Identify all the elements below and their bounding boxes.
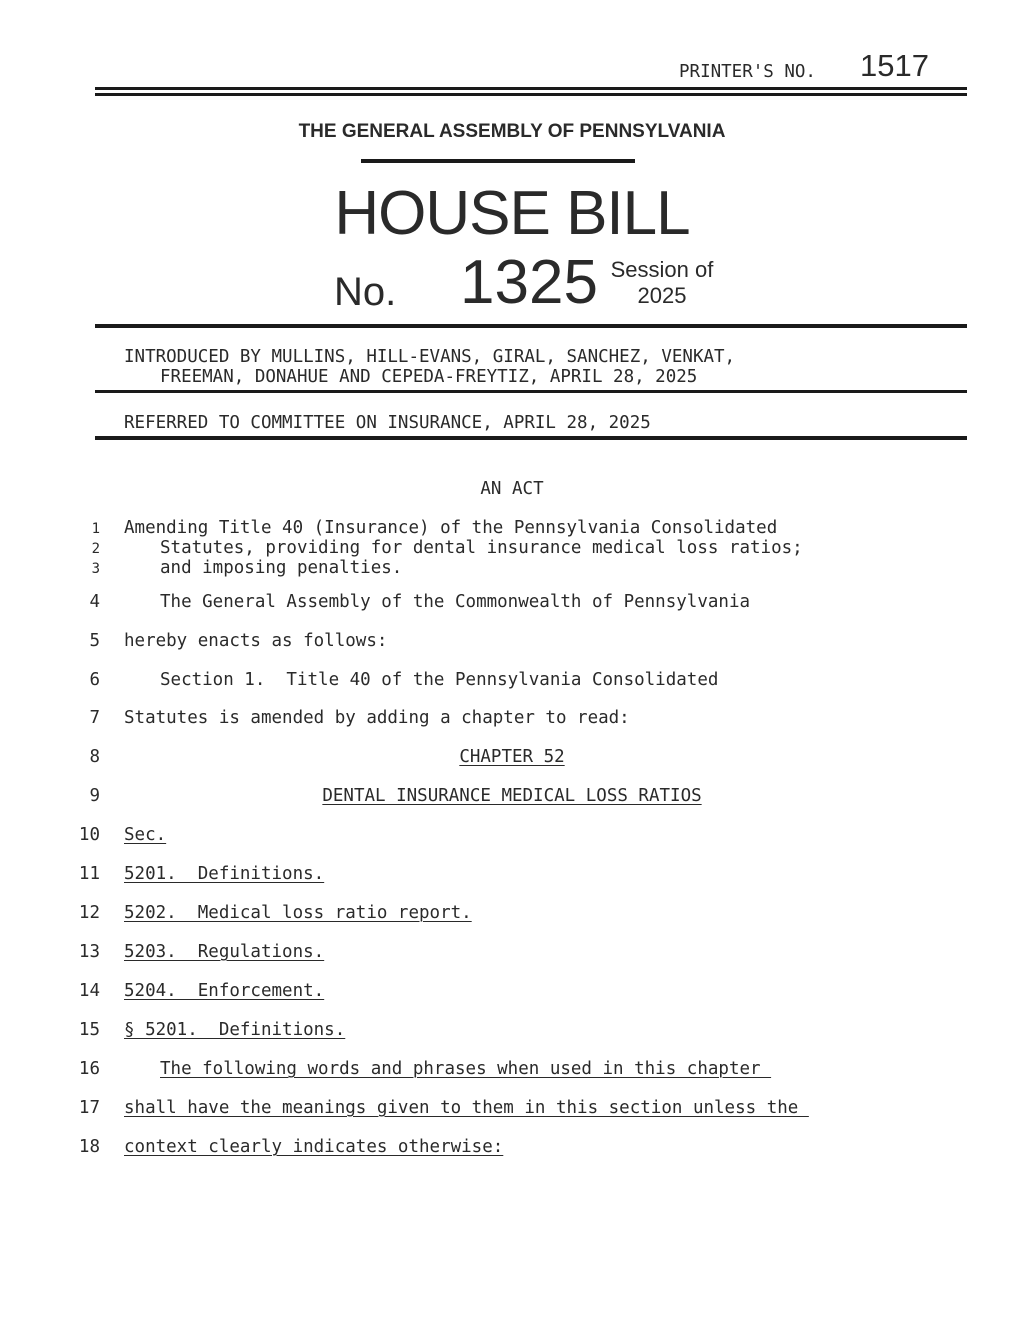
- enacting-clause-cont: hereby enacts as follows:: [124, 631, 388, 651]
- line-number: 14: [78, 981, 100, 1001]
- header-rule-top: [95, 87, 967, 90]
- title-line: Amending Title 40 (Insurance) of the Pennsylvania Consolidated: [124, 518, 778, 538]
- line-number: 9: [89, 786, 100, 806]
- session-label: Session of: [610, 257, 714, 282]
- bill-number: 1325: [460, 248, 598, 317]
- line-number: 7: [89, 708, 100, 728]
- toc-item: 5203. Regulations.: [124, 942, 325, 962]
- bill-no-label: No.: [334, 270, 397, 314]
- sponsors-rule-top: [95, 324, 967, 328]
- bill-type: HOUSE BILL: [334, 179, 690, 248]
- line-number: 4: [89, 592, 100, 612]
- chapter-heading: CHAPTER 52: [459, 747, 565, 767]
- toc-item: 5204. Enforcement.: [124, 981, 325, 1001]
- act-heading: AN ACT: [480, 479, 544, 499]
- line-number: 8: [89, 747, 100, 767]
- enacting-clause: The General Assembly of the Commonwealth of Pennsylvania: [160, 592, 751, 612]
- assembly-title: THE GENERAL ASSEMBLY OF PENNSYLVANIA: [298, 121, 726, 142]
- line-number: 18: [78, 1137, 100, 1157]
- toc-item: 5201. Definitions.: [124, 864, 325, 884]
- line-number: 2: [91, 541, 100, 557]
- committee-referral: REFERRED TO COMMITTEE ON INSURANCE, APRIL 28, 2025: [124, 413, 651, 433]
- line-number: 5: [89, 631, 100, 651]
- definitions-text: The following words and phrases when used in this chapter: [160, 1059, 772, 1079]
- printers-number: 1517: [860, 48, 929, 83]
- line-number: 16: [78, 1059, 100, 1079]
- toc-item: 5202. Medical loss ratio report.: [124, 903, 472, 923]
- line-number: 12: [78, 903, 100, 923]
- definitions-text: shall have the meanings given to them in this section unless the: [124, 1098, 809, 1118]
- section-5201-heading: § 5201. Definitions.: [124, 1020, 346, 1040]
- title-line: Statutes, providing for dental insurance medical loss ratios;: [160, 538, 803, 558]
- definitions-text: context clearly indicates otherwise:: [124, 1137, 504, 1157]
- section-1-text: Section 1. Title 40 of the Pennsylvania Consolidated: [160, 670, 719, 690]
- line-number: 15: [78, 1020, 100, 1040]
- header-rule-top-2: [95, 93, 967, 96]
- chapter-title: DENTAL INSURANCE MEDICAL LOSS RATIOS: [322, 786, 702, 806]
- line-number: 11: [78, 864, 100, 884]
- sponsors-line-2: FREEMAN, DONAHUE AND CEPEDA-FREYTIZ, APRIL 28, 2025: [160, 367, 698, 387]
- printers-number-label: PRINTER'S NO.: [679, 62, 816, 82]
- line-number: 6: [89, 670, 100, 690]
- line-number: 17: [78, 1098, 100, 1118]
- line-number: 13: [78, 942, 100, 962]
- line-number: 10: [78, 825, 100, 845]
- sec-heading: Sec.: [124, 825, 167, 845]
- line-number: 3: [91, 561, 100, 577]
- line-number: 1: [91, 521, 100, 537]
- session-year: 2025: [637, 283, 687, 308]
- assembly-underline: [361, 159, 635, 163]
- title-line: and imposing penalties.: [160, 558, 403, 578]
- sponsors-line-1: INTRODUCED BY MULLINS, HILL-EVANS, GIRAL, SANCHEZ, VENKAT,: [124, 347, 736, 367]
- sponsors-rule-bottom: [95, 390, 967, 393]
- section-1-text-cont: Statutes is amended by adding a chapter to read:: [124, 708, 630, 728]
- referral-rule-bottom: [95, 436, 967, 440]
- session-block: [600, 257, 724, 309]
